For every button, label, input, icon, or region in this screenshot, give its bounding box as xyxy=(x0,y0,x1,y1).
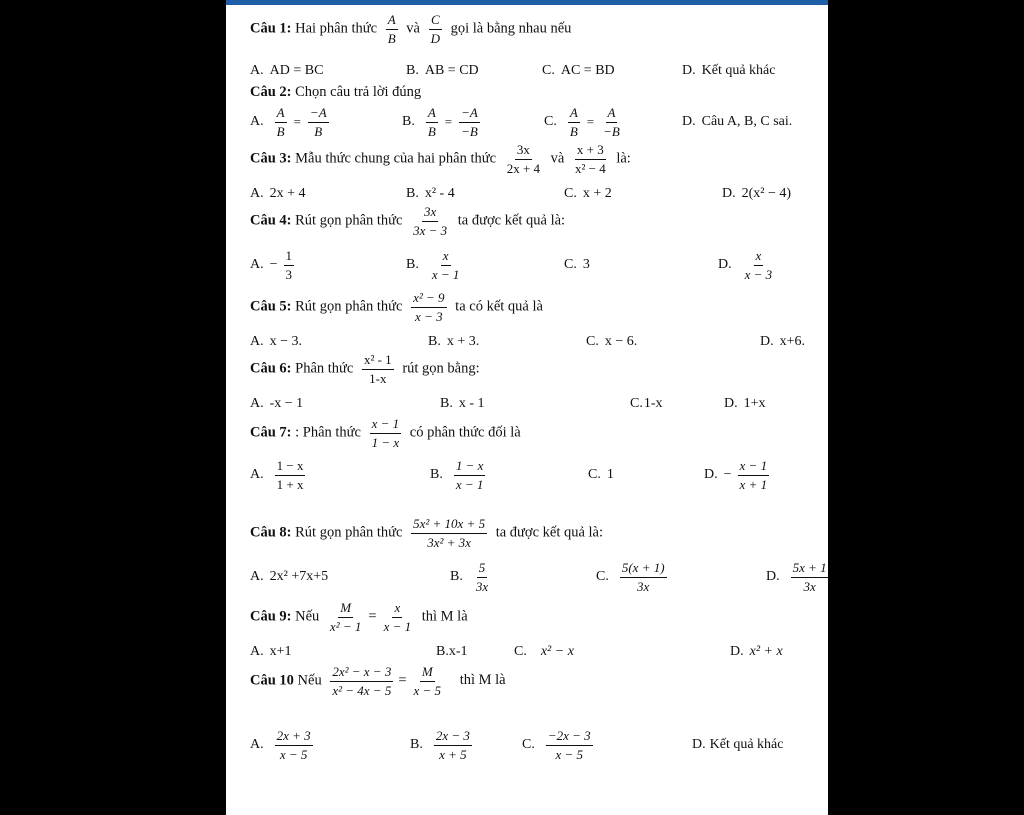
question-label: Câu 10 xyxy=(250,672,294,689)
option-b[interactable]: B. x + 3. xyxy=(428,334,480,349)
option-d[interactable]: D. Kết quả khác xyxy=(692,737,784,752)
question-4: Câu 4: Rút gọn phân thức $\frac{3x}{3x - 3}$ ta được kết quả là: xyxy=(250,204,566,238)
option-d[interactable]: D. 1+x xyxy=(724,396,766,411)
question-2 xyxy=(250,85,421,100)
answers-4 xyxy=(226,245,828,285)
fraction: $\frac{C}{D}$ xyxy=(430,12,440,46)
option-a[interactable]: A. 1 − x 1 + x xyxy=(250,457,304,492)
question-text: Chọn câu trả lời đúng xyxy=(295,84,422,100)
question-text: Hai phân thức xyxy=(295,20,378,37)
option-d[interactable]: D. 5x + 1 3x xyxy=(766,559,827,594)
fraction: $\frac{\text{2x² − x − 3}}{\text{x² − 4x − 5}}$ xyxy=(332,664,392,698)
question-text: Mẫu thức chung của hai phân thức xyxy=(295,150,497,167)
fraction: $\frac{A}{B}$ xyxy=(387,12,396,46)
option-a[interactable]: A. -x − 1 xyxy=(250,396,304,411)
question-3: Câu 3: Mẫu thức chung của hai phân thức $\frac{3x}{2x + 4}$ và $\frac{x + 3}{\text{x² − 4}}$ là: xyxy=(250,142,631,176)
fraction: $\frac{x}{x - 1}$ xyxy=(383,600,412,634)
option-c[interactable]: C. 5(x + 1) 3x xyxy=(596,559,665,594)
option-b[interactable]: B. x-1 xyxy=(436,644,468,659)
question-label: Câu 6: xyxy=(250,360,292,377)
answers-10 xyxy=(226,725,828,765)
answers-5 xyxy=(226,329,828,355)
question-label: Câu 4: xyxy=(250,212,292,229)
question-1: Câu 1: Hai phân thức $\frac{A}{B}$ và $\frac{C}{D}$ gọi là bằng nhau nếu xyxy=(250,12,572,46)
option-b[interactable]: B. x² - 4 xyxy=(406,186,455,201)
option-c[interactable]: C. x² − x xyxy=(514,644,574,659)
option-d[interactable]: D. x x − 3 xyxy=(718,247,773,282)
worksheet-page xyxy=(226,5,828,815)
option-c[interactable]: C. −2x − 3 x − 5 xyxy=(522,727,591,762)
question-6: Câu 6: Phân thức $\frac{\text{x² - 1}}{1-x}$ rút gọn bằng: xyxy=(250,352,480,386)
answers-2 xyxy=(226,101,828,143)
question-7: Câu 7: : Phân thức $\frac{x - 1}{1 - x}$ có phân thức đối là xyxy=(250,416,521,450)
option-d[interactable]: D. 2(x² − 4) xyxy=(722,186,792,201)
option-a[interactable]: A. $\frac{A}{B}$ = $\frac{-A}{B}$ xyxy=(250,104,327,139)
question-5: Câu 5: Rút gọn phân thức $\frac{\text{x² − 9}}{x - 3}$ ta có kết quả là xyxy=(250,290,543,324)
option-d[interactable]: D. − $\frac{x - 1}{x + 1}$ xyxy=(704,457,768,492)
option-a[interactable]: A. 2x² +7x+5 xyxy=(250,569,329,584)
option-a[interactable]: A. AD = BC xyxy=(250,63,324,78)
answers-6 xyxy=(226,391,828,417)
option-c[interactable]: C. AC = BD xyxy=(542,63,615,78)
option-b[interactable]: B. x x − 1 xyxy=(406,247,460,282)
fraction: $\frac{\text{x² - 1}}{1-x}$ xyxy=(363,352,392,386)
fraction: $\frac{3x}{3x - 3}$ xyxy=(413,204,448,238)
question-text: Rút gọn phân thức xyxy=(295,298,403,315)
fraction: $\frac{3x}{2x + 4}$ xyxy=(506,142,541,176)
question-8: Câu 8: Rút gọn phân thức $\frac{\text{5x² + 10x + 5}}{\text{3x² + 3x}}$ ta được kết quả là: xyxy=(250,516,604,550)
option-c[interactable]: C. $\frac{A}{B}$ = $\frac{A}{-B}$ xyxy=(544,104,620,139)
option-b[interactable]: B. x - 1 xyxy=(440,396,485,411)
option-a[interactable]: A. 2x + 3 x − 5 xyxy=(250,727,311,762)
fraction: $\frac{\text{5x² + 10x + 5}}{\text{3x² + 3x}}$ xyxy=(413,516,486,550)
fraction: $\frac{M}{x - 5}$ xyxy=(413,664,442,698)
option-b[interactable]: B. 1 − x x − 1 xyxy=(430,457,484,492)
question-text: Phân thức xyxy=(295,360,354,377)
question-label: Câu 3: xyxy=(250,150,292,167)
option-a[interactable]: A. − $\frac{1}{3}$ xyxy=(250,247,293,282)
answers-3 xyxy=(226,181,828,207)
option-a[interactable]: A. 2x + 4 xyxy=(250,186,306,201)
option-b[interactable]: B. $\frac{A}{B}$ = $\frac{-A}{-B}$ xyxy=(402,104,478,139)
question-10: Câu 10 Nếu $\frac{\text{2x² − x − 3}}{\text{x² − 4x − 5}}$ = $\frac{M}{x - 5}$ thì M là xyxy=(250,664,506,698)
question-text: Nếu xyxy=(297,672,322,689)
question-text: Nếu xyxy=(295,608,320,625)
option-d[interactable]: D. x+6. xyxy=(760,334,806,349)
question-label: Câu 7: xyxy=(250,424,292,441)
option-b[interactable]: B. 5 3x xyxy=(450,559,489,594)
fraction: $\frac{x - 1}{1 - x}$ xyxy=(371,416,400,450)
option-c[interactable]: C. 1-x xyxy=(630,396,663,411)
option-d[interactable]: D. Kết quả khác xyxy=(682,63,776,78)
question-label: Câu 8: xyxy=(250,524,292,541)
option-c[interactable]: C. x − 6. xyxy=(586,334,638,349)
option-b[interactable]: B. AB = CD xyxy=(406,63,479,78)
fraction: $\frac{x + 3}{\text{x² − 4}}$ xyxy=(574,142,606,176)
fraction: $\frac{\text{x² − 9}}{x - 3}$ xyxy=(413,290,445,324)
answers-8 xyxy=(226,557,828,597)
option-c[interactable]: C. x + 2 xyxy=(564,186,612,201)
option-d[interactable]: D. x² + x xyxy=(730,644,783,659)
question-label: Câu 2: xyxy=(250,84,292,100)
option-a[interactable]: A. x − 3. xyxy=(250,334,303,349)
question-text: Rút gọn phân thức xyxy=(295,524,403,541)
option-b[interactable]: B. 2x − 3 x + 5 xyxy=(410,727,470,762)
answers-9 xyxy=(226,639,828,665)
option-c[interactable]: C. 3 xyxy=(564,257,590,272)
question-label: Câu 5: xyxy=(250,298,292,315)
question-text: Rút gọn phân thức xyxy=(295,212,403,229)
question-9: Câu 9: Nếu $\frac{M}{\text{x² − 1}}$ = $\frac{x}{x - 1}$ thì M là xyxy=(250,600,468,634)
answers-7 xyxy=(226,455,828,495)
question-text: : Phân thức xyxy=(295,424,361,441)
question-label: Câu 1: xyxy=(250,20,292,37)
fraction: $\frac{M}{\text{x² − 1}}$ xyxy=(329,600,362,634)
option-d[interactable]: D. Câu A, B, C sai. xyxy=(682,114,793,129)
option-a[interactable]: A. x+1 xyxy=(250,644,292,659)
option-c[interactable]: C. 1 xyxy=(588,467,614,482)
question-label: Câu 9: xyxy=(250,608,292,625)
